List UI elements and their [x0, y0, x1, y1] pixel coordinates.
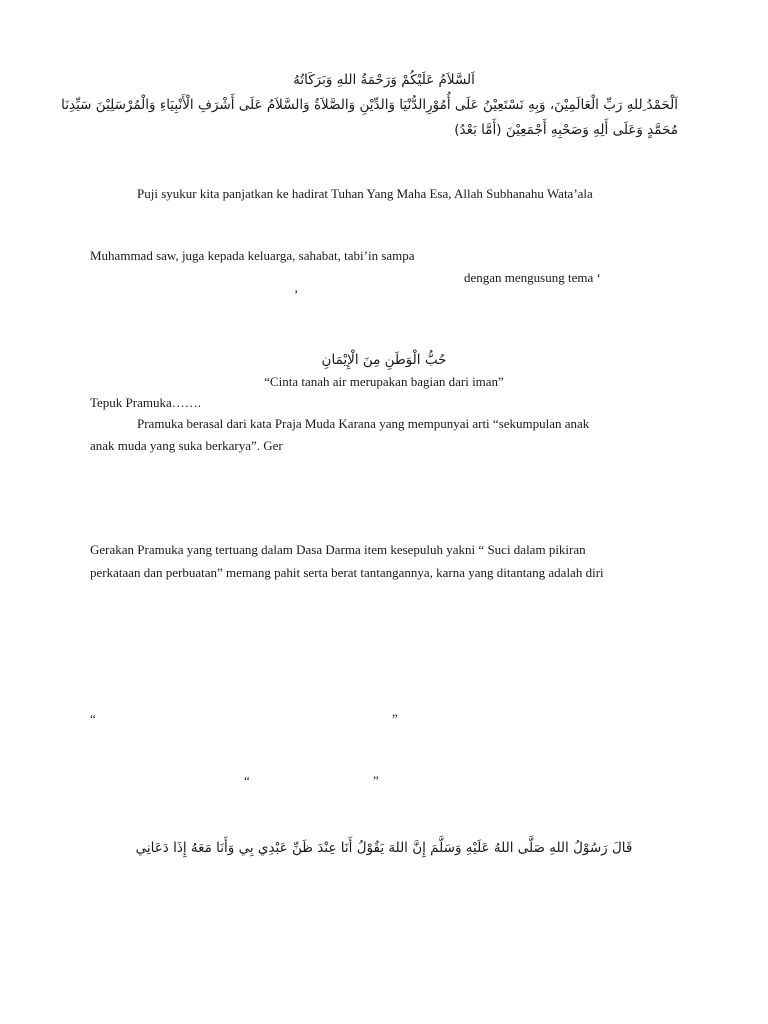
gerakan-paragraph-line-1: Gerakan Pramuka yang tertuang dalam Dasa Darma item kesepuluh yakni “ Suci dalam pikiran — [90, 542, 586, 557]
arabic-motto: حُبُّ الْوَطَنِ مِنَ الْإِيْمَانِ — [321, 352, 447, 368]
tema-line: dengan mengusung tema ‘ — [464, 270, 601, 285]
gerakan-paragraph-line-2: perkataan dan perbuatan” memang pahit serta berat tantangannya, karna yang ditantang adalah diri — [90, 565, 604, 580]
tepuk-pramuka: Tepuk Pramuka……. — [90, 395, 202, 410]
muhammad-line: Muhammad saw, juga kepada keluarga, sahabat, tabi’in sampa — [90, 248, 415, 263]
quote-close-1: ” — [392, 711, 398, 726]
arabic-hadith: قَالَ رَسُوْلُ اللهِ صَلَّى اللهُ عَلَيْهِ وَسَلَّمَ إِنَّ اللهَ يَقُوْلُ أَنَا عِنْدَ ظَنِّ عَبْدِي بِي وَأَنَا مَعَهُ إِذَا دَعَانِي — [135, 840, 633, 856]
motto-translation: “Cinta tanah air merupakan bagian dari iman” — [264, 374, 504, 389]
quote-open-2: “ — [244, 773, 250, 788]
stray-quote: ’ — [294, 287, 299, 302]
quote-close-2: ” — [373, 773, 379, 788]
pramuka-paragraph-line-1: Pramuka berasal dari kata Praja Muda Karana yang mempunyai arti “sekumpulan anak — [137, 416, 590, 431]
arabic-hamdalah-line-1: اَلْحَمْدُ ِللهِ رَبِّ الْعَالَمِيْنَ، وَبِهِ نَسْتَعِيْنُ عَلَى أُمُوْرِالدُّنْيَا وَالدِّيْنِ وَالصَّلاَةُ وَالسَّلاَمُ عَلَى أَشْرَفِ الْأَنْبِيَاءِ وَالْمُرْسَلِيْنَ سَيِّدِنَا — [61, 97, 678, 113]
quote-open-1: “ — [90, 711, 96, 726]
puji-syukur-line: Puji syukur kita panjatkan ke hadirat Tuhan Yang Maha Esa, Allah Subhanahu Wata’ala — [137, 186, 593, 201]
pramuka-paragraph-line-2: anak muda yang suka berkarya”. Ger — [90, 438, 283, 453]
arabic-greeting: اَلسَّلاَمُ عَلَيْكُمْ وَرَحْمَةُ اللهِ وَبَرَكَاتُهُ — [293, 72, 475, 88]
arabic-hamdalah-line-2: مُحَمَّدٍ وَعَلَى أَلِهِ وَصَحْبِهِ أَجْمَعِيْنَ (أَمَّا بَعْدُ) — [454, 122, 678, 138]
